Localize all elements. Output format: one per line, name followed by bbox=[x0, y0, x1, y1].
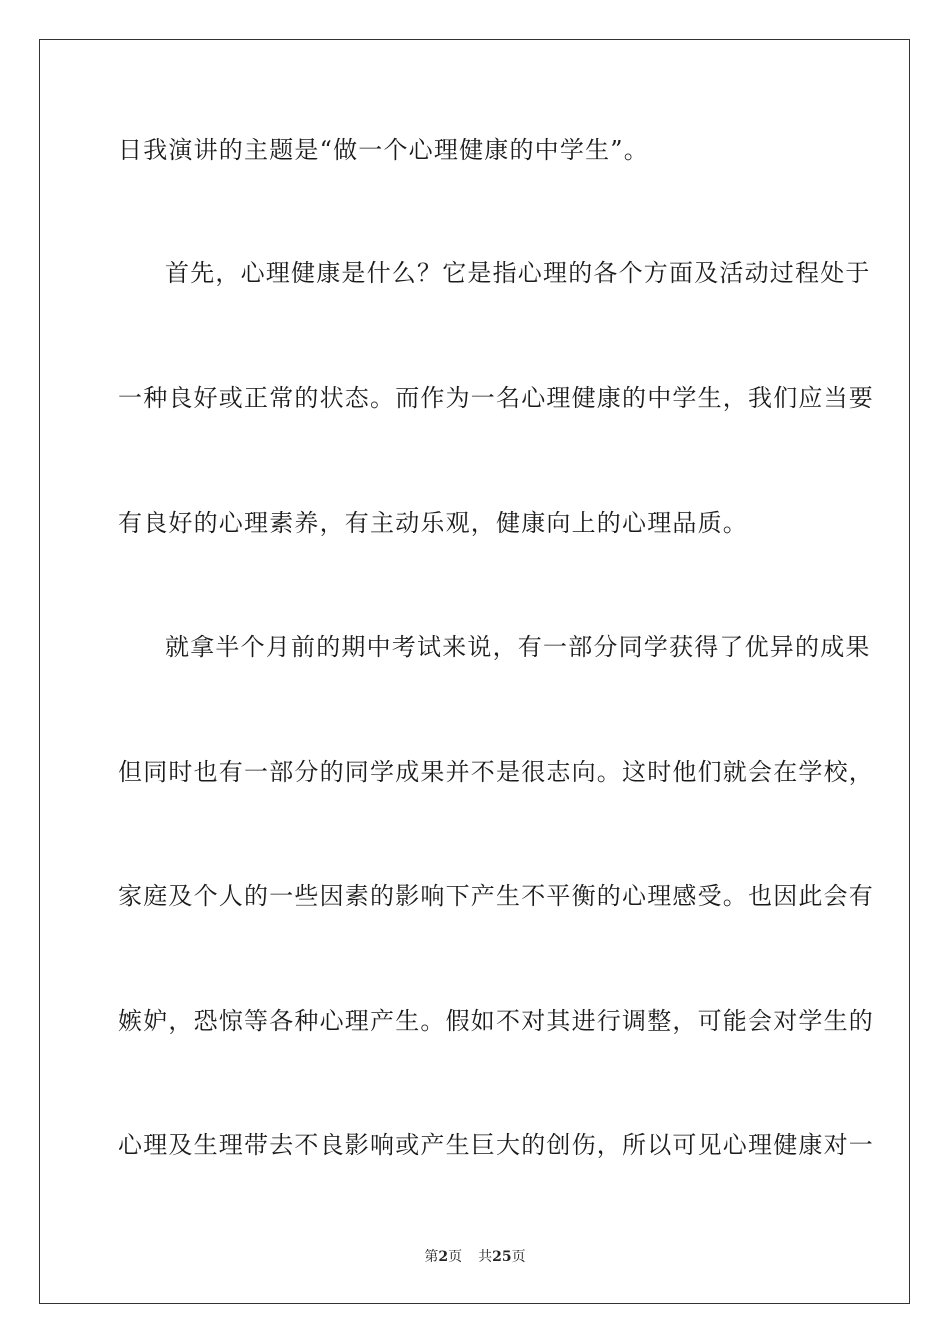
page-number: 2 bbox=[438, 1249, 449, 1265]
body-line-9: 心理及生理带去不良影响或产生巨大的创伤，所以可见心理健康对一 bbox=[118, 1131, 874, 1159]
body-line-6: 但同时也有一部分的同学成果并不是很志向。这时他们就会在学校， bbox=[118, 758, 874, 786]
body-line-4: 有良好的心理素养，有主动乐观，健康向上的心理品质。 bbox=[118, 509, 748, 537]
body-line-7: 家庭及个人的一些因素的影响下产生不平衡的心理感受。也因此会有 bbox=[118, 882, 874, 910]
total-suffix: 页 bbox=[511, 1249, 526, 1265]
body-line-1: 日我演讲的主题是“做一个心理健康的中学生”。 bbox=[118, 136, 649, 164]
total-prefix: 共 bbox=[478, 1249, 493, 1265]
body-line-3: 一种良好或正常的状态。而作为一名心理健康的中学生，我们应当要 bbox=[118, 384, 874, 412]
body-line-5: 就拿半个月前的期中考试来说，有一部分同学获得了优异的成果 bbox=[165, 633, 871, 661]
body-line-2: 首先，心理健康是什么？它是指心理的各个方面及活动过程处于 bbox=[165, 259, 871, 287]
page-prefix: 第 bbox=[424, 1249, 439, 1265]
page-border bbox=[39, 39, 910, 1304]
body-line-8: 嫉妒，恐惊等各种心理产生。假如不对其进行调整，可能会对学生的 bbox=[118, 1007, 874, 1035]
page-suffix: 页 bbox=[448, 1249, 463, 1265]
total-pages: 25 bbox=[492, 1249, 512, 1265]
page-footer bbox=[0, 1248, 950, 1266]
